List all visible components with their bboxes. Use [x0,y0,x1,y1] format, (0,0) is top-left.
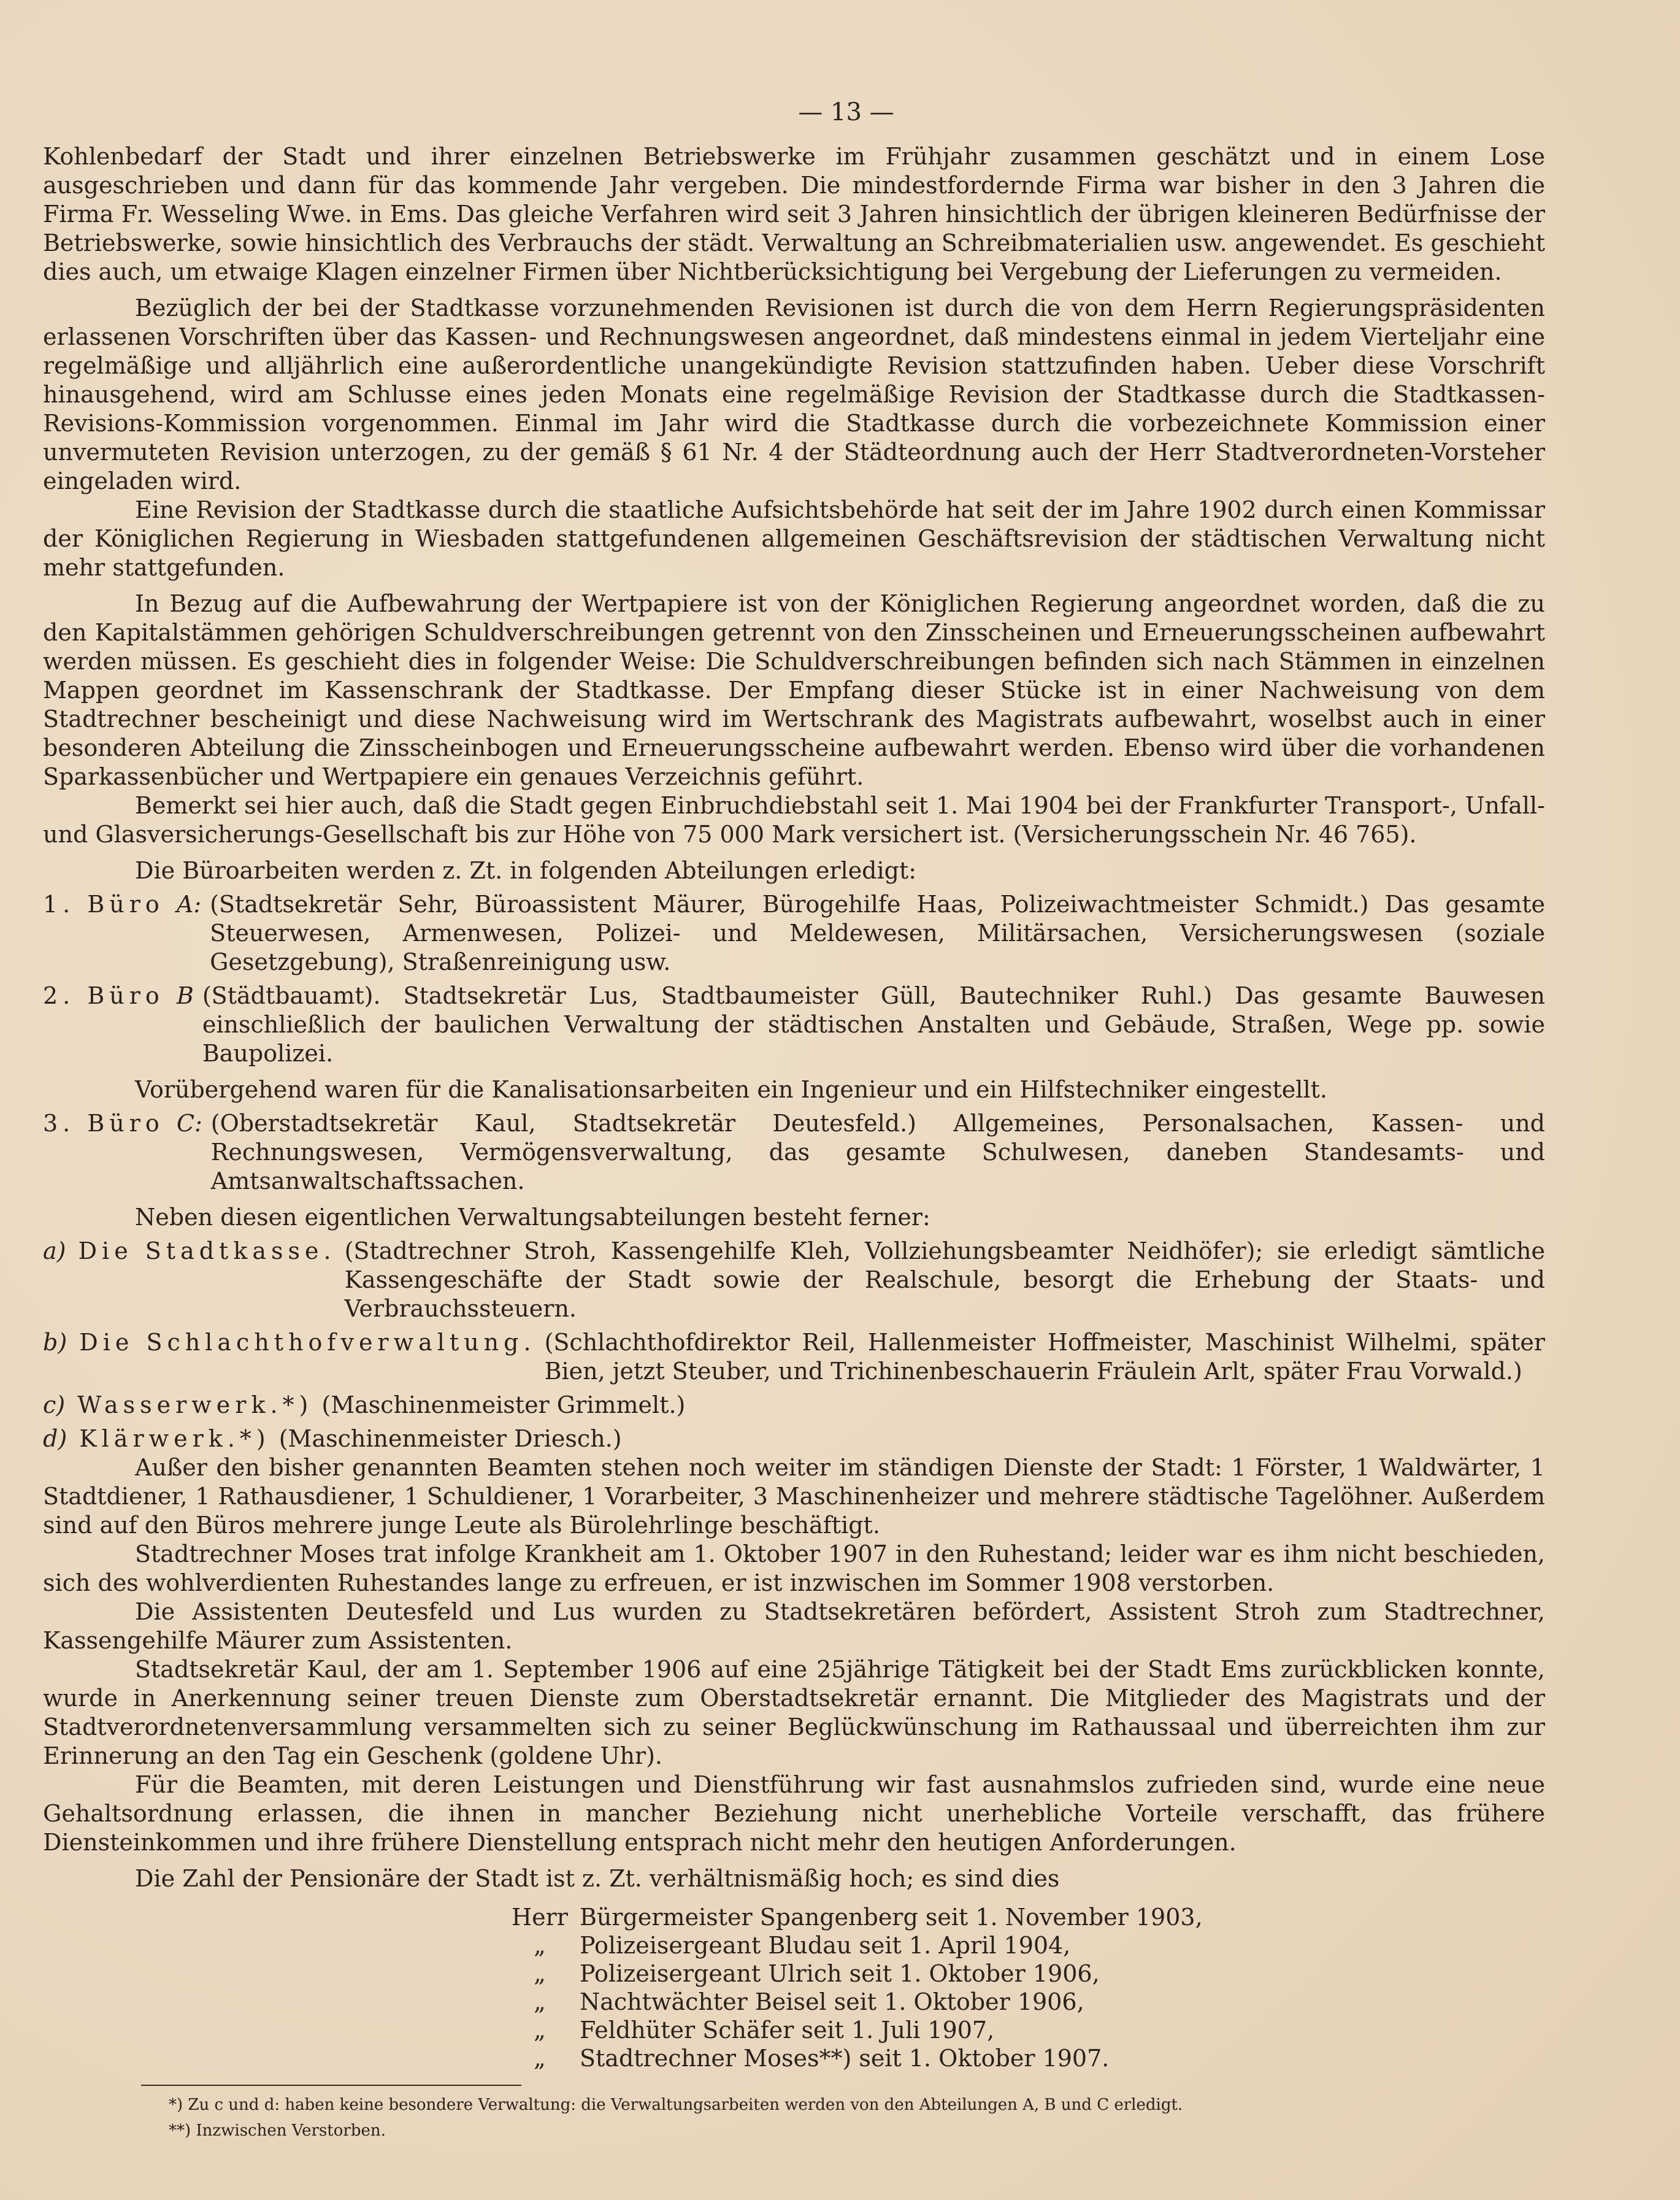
paragraph: Die Büroarbeiten werden z. Zt. in folgenden Abteilungen erledigt: [135,857,917,884]
item-text: (Oberstadtsekretär Kaul, Stadtsekretär Deutesfeld.) Allgemeines, Personalsachen, Kassen- und Rechnungswesen, Vermögensverwaltung, das gesamte Schulwesen, daneben Standesamts- und Amtsanwaltschaftssachen. [210,1110,1545,1194]
item-text: (Schlachthofdirektor Reil, Hallenmeister Hoffmeister, Maschinist Wilhelmi, später Bien, jetzt Steuber, und Trichinenbeschauerin Fräulein Arlt, später Frau Vorwald.) [544,1329,1545,1385]
footnotes [43,2092,1545,2144]
item-marker: c) Wasserwerk.*) [43,1391,313,1418]
item-marker: 3. Büro C: [43,1110,202,1137]
buero-item [43,1109,1545,1196]
list-item: „ Stadtrechner Moses**) seit 1. Oktober 1907. [534,2045,1110,2072]
item-text: (Maschinenmeister Grimmelt.) [321,1391,686,1418]
list-item: „ Polizeisergeant Ulrich seit 1. Oktober 1906, [534,1960,1100,1987]
item-marker: 1. Büro A: [43,891,202,918]
paragraph: Eine Revision der Stadtkasse durch die staatliche Aufsichtsbehörde hat seit der im Jahre 1902 durch einen Kommissar der Königlichen Regierung in Wiesbaden stattgefundenen allgemeinen Geschäftsrevision der städtischen Verwaltung nicht mehr stattgefunden. [43,496,1545,581]
item-text: (Maschinenmeister Driesch.) [278,1425,622,1452]
list-item: „ Feldhüter Schäfer seit 1. Juli 1907, [534,2017,995,2044]
item-text: (Städtbauamt). Stadtsekretär Lus, Stadtbaumeister Güll, Bautechniker Ruhl.) Das gesamte Bauwesen einschließlich der baulichen Verwaltung der städtischen Anstalten und Gebäude, Straßen, Wege pp. sowie Baupolizei. [202,982,1545,1067]
item-marker: b) Die Schlachthofverwaltung. [43,1329,536,1356]
paragraph: Neben diesen eigentlichen Verwaltungsabteilungen besteht ferner: [135,1204,930,1231]
footnote: **) Inzwischen Verstorben. [169,2121,386,2140]
item-marker: 2. Büro B [43,982,194,1009]
paragraph: Die Assistenten Deutesfeld und Lus wurden zu Stadtsekretären befördert, Assistent Stroh zum Stadtrechner, Kassengehilfe Mäurer zum Assistenten. [43,1598,1545,1654]
buero-item [43,890,1545,977]
paragraph: Stadtsekretär Kaul, der am 1. September 1906 auf eine 25jährige Tätigkeit bei der Stadt Ems zurückblicken konnte, wurde in Anerkennung seiner treuen Dienste zum Oberstadtsekretär ernannt. Die Mitglieder des Magistrats und der Stadtverordnetenversammlung versammelten sich zu seiner Beglückwünschung im Rathaussaal und überreichten ihm zur Erinnerung an den Tag ein Geschenk (goldene Uhr). [43,1656,1545,1769]
abteilung-item [43,1391,1545,1420]
paragraph: Bemerkt sei hier auch, daß die Stadt gegen Einbruchdiebstahl seit 1. Mai 1904 bei der Frankfurter Transport-, Unfall- und Glasversicherungs-Gesellschaft bis zur Höhe von 75 000 Mark versichert ist. (Versicherungsschein Nr. 46 765). [43,792,1545,848]
item-text: (Stadtrechner Stroh, Kassengehilfe Kleh, Vollziehungsbeamter Neidhöfer); sie erledigt sämtliche Kassengeschäfte der Stadt sowie der Realschule, besorgt die Erhebung der Staats- und Verbrauchssteuern. [344,1237,1545,1322]
paragraph: Vorübergehend waren für die Kanalisationsarbeiten ein Ingenieur und ein Hilfstechniker eingestellt. [135,1076,1327,1103]
paragraph: In Bezug auf die Aufbewahrung der Wertpapiere ist von der Königlichen Regierung angeordnet worden, daß die zu den Kapitalstämmen gehörigen Schuldverschreibungen getrennt von den Zinsscheinen und Erneuerungsscheinen aufbewahrt werden müssen. Es geschieht dies in folgender Weise: Die Schuldverschreibungen befinden sich nach Stämmen in einzelnen Mappen geordnet im Kassenschrank der Stadtkasse. Der Empfang dieser Stücke ist in einer Nachweisung von dem Stadtrechner bescheinigt und diese Nachweisung wird im Wertschrank des Magistrats aufbewahrt, woselbst auch in einer besonderen Abteilung die Zinsscheinbogen und Erneuerungsscheine aufbewahrt werden. Ebenso wird über die vorhandenen Sparkassenbücher und Wertpapiere ein genaues Verzeichnis geführt. [43,590,1545,790]
pensioner-list [500,1903,1545,2072]
item-marker: d) Klärwerk.*) [43,1425,270,1452]
paragraph: Stadtrechner Moses trat infolge Krankheit am 1. Oktober 1907 in den Ruhestand; leider war es ihm nicht beschieden, sich des wohlverdienten Ruhestandes lange zu erfreuen, er ist inzwischen im Sommer 1908 verstorben. [43,1540,1545,1596]
paragraph: Die Zahl der Pensionäre der Stadt ist z. Zt. verhältnismäßig hoch; es sind dies [135,1865,1060,1892]
paragraph: Außer den bisher genannten Beamten stehen noch weiter im ständigen Dienste der Stadt: 1 Förster, 1 Waldwärter, 1 Stadtdiener, 1 Rathausdiener, 1 Schuldiener, 1 Vorarbeiter, 3 Maschinenheizer und mehrere städtische Tagelöhner. Außerdem sind auf den Büros mehrere junge Leute als Bürolehrlinge beschäftigt. [43,1454,1545,1539]
list-item: „ Polizeisergeant Bludau seit 1. April 1904, [534,1932,1071,1959]
paragraph: Bezüglich der bei der Stadtkasse vorzunehmenden Revisionen ist durch die von dem Herrn Regierungspräsidenten erlassenen Vorschriften über das Kassen- und Rechnungswesen angeordnet, daß mindestens einmal in jedem Vierteljahr eine regelmäßige und alljährlich eine außerordentliche unangekündigte Revision stattzufinden haben. Ueber diese Vorschrift hinausgehend, wird am Schlusse eines jeden Monats eine regelmäßige Revision der Stadtkasse durch die Stadtkassen-Revisions-Kommission vorgenommen. Einmal im Jahr wird die Stadtkasse durch die vorbezeichnete Kommission einer unvermuteten Revision unterzogen, zu der gemäß § 61 Nr. 4 der Städteordnung auch der Herr Stadtverordneten-Vorsteher eingeladen wird. [43,294,1545,494]
footnote: *) Zu c und d: haben keine besondere Verwaltung: die Verwaltungsarbeiten werden von den Abteilungen A, B und C erledigt. [169,2096,1183,2114]
paragraph: Kohlenbedarf der Stadt und ihrer einzelnen Betriebswerke im Frühjahr zusammen geschätzt und in einem Lose ausgeschrieben und dann für das kommende Jahr vergeben. Die mindestfordernde Firma war bisher in den 3 Jahren die Firma Fr. Wesseling Wwe. in Ems. Das gleiche Verfahren wird seit 3 Jahren hinsichtlich der übrigen kleineren Bedürfnisse der Betriebswerke, sowie hinsichtlich des Verbrauchs der städt. Verwaltung an Schreibmaterialien usw. angewendet. Es geschieht dies auch, um etwaige Klagen einzelner Firmen über Nichtberücksichtigung bei Vergebung der Lieferungen zu vermeiden. [43,143,1545,285]
abteilung-item [43,1425,1545,1453]
buero-item [43,982,1545,1068]
abteilung-item [43,1237,1545,1323]
item-text: (Stadtsekretär Sehr, Büroassistent Mäurer, Bürogehilfe Haas, Polizeiwachtmeister Schmidt.) Das gesamte Steuerwesen, Armenwesen, Polizei- und Meldewesen, Militärsachen, Versicherungswesen (soziale Gesetzgebung), Straßenreinigung usw. [210,891,1545,975]
list-item: „ Nachtwächter Beisel seit 1. Oktober 1906, [534,1988,1084,2015]
body-text [43,142,1545,1893]
list-item: Herr Bürgermeister Spangenberg seit 1. November 1903, [512,1904,1203,1931]
item-marker: a) Die Stadtkasse. [43,1237,336,1264]
paragraph: Für die Beamten, mit deren Leistungen und Dienstführung wir fast ausnahmslos zufrieden sind, wurde eine neue Gehaltsordnung erlassen, die ihnen in mancher Beziehung nicht unerhebliche Vorteile verschafft, das frühere Diensteinkommen und ihre frühere Dienstellung entsprach nicht mehr den heutigen Anforderungen. [43,1771,1545,1856]
abteilung-item [43,1328,1545,1386]
page-number: — 13 — [798,98,894,126]
footnote-divider [141,2085,521,2086]
